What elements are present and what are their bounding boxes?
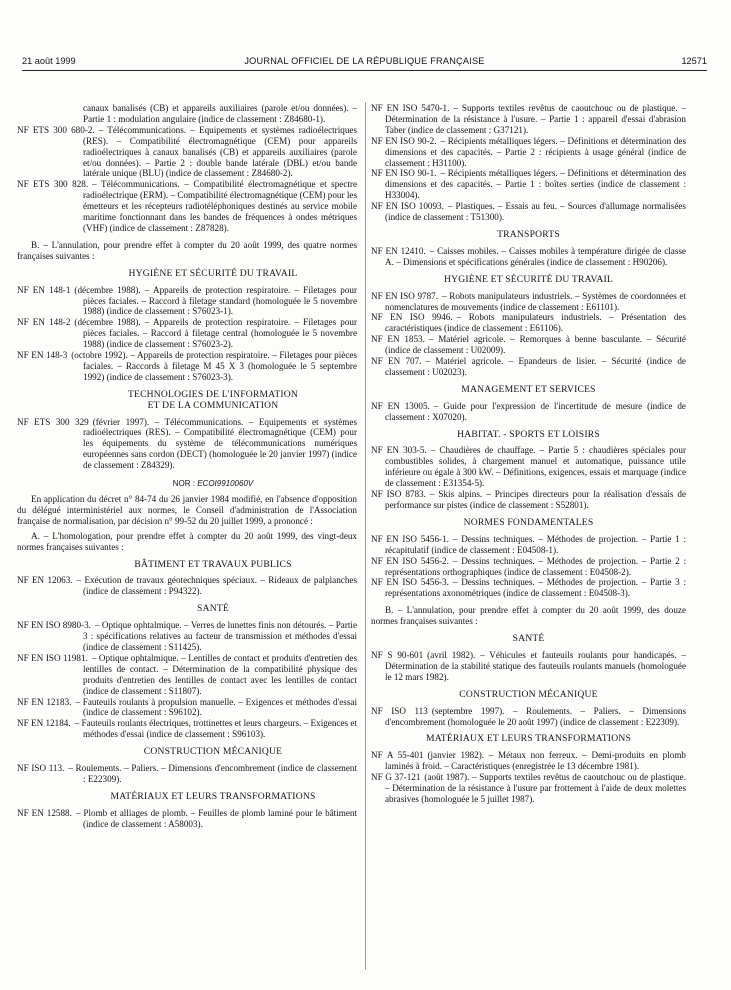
right-top-entries	[371, 103, 686, 223]
standard-entry	[17, 697, 357, 719]
continued-text-body: canaux banalisés (CB) et appareils auxiliaires (parole et/ou données). – Partie 1 : modulation angulaire (indice de classement : Z84680-1).	[83, 103, 357, 124]
standard-description: – Skis alpins. – Principes directeurs pour la réalisation d'essais de performance sur pistes (indice de classement : S52801).	[385, 489, 686, 510]
annulation-paragraph-b-right: B. – L'annulation, pour prendre effet à compter du 20 août 1999, des douze normes françaises suivantes :	[371, 605, 686, 627]
standard-description: – Fauteuils roulants à propulsion manuelle. – Exigences et méthodes d'essai (indice de classement : S96102).	[75, 696, 357, 718]
continued-text	[17, 103, 357, 125]
hygiene-entries	[17, 284, 357, 383]
standard-reference: NF EN ISO 90-2.	[371, 135, 437, 146]
standard-reference: NF ETS 300 680-2.	[17, 124, 95, 135]
normes-entries	[371, 534, 686, 599]
section-heading-technologies	[69, 390, 357, 412]
standard-reference: NF EN 12410.	[371, 245, 426, 256]
standard-entry	[17, 317, 357, 350]
section-heading-materiaux-right: MATÉRIAUX ET LEURS TRANSFORMATIONS	[425, 733, 631, 745]
standard-description: – Télécommunications. – Compatibilité électromagnétique et spectre radioélectrique (ERM). – Compatibilité électromagnétique (CEM) pour les émetteurs et les récepteurs radiotéléphoniques destinés au service mobile maritime fonctionnant dans les bandes de fréquences à ondes métriques (VHF) (indice de classement : Z87828).	[83, 179, 357, 233]
management-entries	[371, 401, 686, 423]
section-heading-construction-mecanique-right: CONSTRUCTION MÉCANIQUE	[459, 688, 598, 700]
standard-reference: NF EN 13005.	[371, 400, 430, 411]
section-heading-batiment: BÂTIMENT ET TRAVAUX PUBLICS	[134, 558, 292, 570]
standard-reference: NF ETS 300 329	[17, 416, 89, 427]
standard-description: (février 1997). – Télécommunications. – Equipements et systèmes radioélectriques (RES). – Compatibilité électromagnétique (CEM) pour les équipements du système de télécommunications numériques européennes sans cordon (DECT) (homologuée le 20 janvier 1997) (indice de classement : Z84329).	[83, 416, 358, 471]
standard-description: – Dessins techniques. – Méthodes de projection. – Partie 1 : récapitulatif (indice de classement : E04508-1).	[385, 533, 686, 555]
standard-entry	[371, 312, 686, 334]
standard-reference: NF EN ISO 11981.	[17, 652, 88, 663]
standard-reference: NF EN ISO 8980-3.	[17, 620, 91, 631]
sante-right-entries	[371, 650, 686, 683]
standard-reference: NF G 37-121	[371, 772, 421, 783]
standard-reference: NF ETS 300 828.	[17, 179, 89, 190]
standard-entry	[371, 706, 686, 728]
standard-description: – Plastiques. – Essais au feu. – Sources d'allumage normalisées (indice de classement : T51300).	[385, 201, 686, 223]
standard-reference: NF EN 12184.	[17, 718, 71, 729]
standard-description: (avril 1982). – Véhicules et fauteuils roulants pour handicapés. – Détermination de la stabilité statique des fauteuils roulants manuels (homologuée le 12 mars 1982).	[385, 649, 686, 682]
standard-entry	[371, 534, 686, 556]
habitat-entries	[371, 445, 686, 510]
standard-entry	[371, 772, 686, 805]
standard-description: – Chaudières de chauffage. – Partie 5 : chaudières spéciales pour combustibles solides, à chargement manuel et automatique, puissance utile inférieure ou égale à 300 kW. – Définitions, exigences, essais et marquage (indice de classement : E31354-5).	[385, 445, 686, 489]
standard-entry	[371, 556, 686, 578]
nor-reference	[69, 479, 357, 490]
standard-description: (décembre 1988). – Appareils de protection respiratoire. – Filetages pour pièces faciales. – Raccord à filetage central (homologuée le 5 novembre 1988) (indice de classement : S76023-2).	[74, 317, 357, 350]
standard-entry	[371, 246, 686, 268]
standard-entry	[371, 650, 686, 683]
homologation-paragraph-a: A. – L'homologation, pour prendre effet à compter du 20 août 1999, des vingt-deux normes françaises suivantes :	[17, 530, 357, 552]
batiment-entries	[17, 575, 357, 597]
standard-reference: NF ISO 8783.	[371, 489, 426, 500]
standard-description: – Fauteuils roulants électriques, trottinettes et leurs chargeurs. – Exigences et méthodes d'essai (indice de classement : S96103).	[74, 718, 357, 740]
standard-entry	[371, 577, 686, 599]
standard-reference: NF EN 148-2	[17, 317, 71, 328]
standard-entry	[371, 356, 686, 378]
standard-reference: NF EN ISO 90-1.	[371, 168, 437, 179]
hygiene-right-entries	[371, 291, 686, 378]
standard-description: – Optique ophtalmique. – Lentilles de contact et produits d'entretien des lentilles de contact. – Détermination de la compatibilité physique des produits d'entretien des lentilles de contact avec les lentilles de contact (indice de classement : S11807).	[83, 652, 357, 696]
standard-entry	[371, 489, 686, 511]
standard-reference: NF EN 707.	[371, 356, 422, 367]
standard-reference: NF EN ISO 5456-2.	[371, 555, 449, 566]
sante-entries	[17, 620, 357, 740]
standard-reference: NF EN ISO 5456-1.	[371, 533, 449, 544]
standard-reference: NF EN 1853.	[371, 334, 425, 345]
standard-description: (décembre 1988). – Appareils de protection respiratoire. – Filetages pour pièces faciales. – Raccord à filetage standard (homologuée le 5 novembre 1988) (indice de classement : S76023-1).	[74, 284, 357, 317]
standard-description: (octobre 1992). – Appareils de protection respiratoire. – Filetages pour pièces faciales. – Raccords à filetage M 45 X 3 (homologuée le 5 septembre 1992) (indice de classement : S76023-3).	[71, 350, 357, 382]
standard-description: (janvier 1982). – Métaux non ferreux. – Demi-produits en plomb laminés à froid. – Caractéristiques (enregistrée le 13 décembre 1981).	[385, 750, 686, 772]
header-journal-title: JOURNAL OFFICIEL DE LA RÉPUBLIQUE FRANÇAISE	[244, 56, 485, 66]
standard-entry	[17, 653, 357, 697]
standard-reference: NF ISO 113	[371, 705, 428, 716]
header-rule	[22, 70, 707, 71]
standard-entry	[371, 445, 686, 489]
standard-reference: NF EN ISO 10093.	[371, 201, 444, 212]
standard-description: – Robots manipulateurs industriels. – Systèmes de coordonnées et nomenclatures de mouvements (indice de classement : E61101).	[385, 290, 686, 312]
mecanique-entries	[17, 763, 357, 785]
standard-entry	[17, 763, 357, 785]
section-heading-management: MANAGEMENT ET SERVICES	[461, 383, 596, 395]
header-date: 21 août 1999	[22, 56, 76, 66]
standard-entry	[371, 201, 686, 223]
standard-description: (août 1987). – Supports textiles revêtus de caoutchouc ou de plastique. – Détermination de la résistance à l'usure par frottement à l'aide de deux molettes abrasives (homologuée le 5 juillet 1987).	[385, 772, 686, 804]
standard-description: – Roulements. – Paliers. – Dimensions d'encombrement (indice de classement : E22309).	[68, 763, 357, 784]
standard-reference: NF EN 12588.	[17, 807, 72, 818]
standard-reference: NF A 55-401	[371, 750, 424, 761]
standard-reference: NF EN ISO 5470-1.	[371, 103, 450, 113]
section-heading-sante: SANTÉ	[197, 603, 229, 615]
standard-description: – Supports textiles revêtus de caoutchouc ou de plastique. – Détermination de la résistance à l'usure. – Partie 1 : appareil d'essai d'abrasion Taber (indice de classement : G37121).	[385, 103, 687, 135]
standard-description: – Optique ophtalmique. – Verres de lunettes finis non détourés. – Partie 3 : spécifications relatives au facteur de transmission et méthodes d'essai (indice de classement : S11425).	[83, 620, 357, 652]
heading-line-1: TECHNOLOGIES DE L'INFORMATION	[127, 388, 299, 400]
standard-description: – Récipients métalliques légers. – Définitions et détermination des dimensions et des capacités. – Partie 1 : boîtes serties (indice de classement : H33004).	[385, 168, 686, 201]
standard-description: (septembre 1997). – Roulements. – Paliers. – Dimensions d'encombrement (homologuée le 20 août 1997) (indice de classement : E22309).	[385, 705, 686, 727]
section-heading-transports: TRANSPORTS	[497, 228, 560, 240]
standard-entry	[371, 103, 686, 136]
standard-entry	[371, 750, 686, 772]
standard-description: – Robots manipulateurs industriels. – Présentation des caractéristiques (indice de classement : E61106).	[385, 312, 686, 334]
standard-reference: NF S 90-601	[371, 649, 424, 660]
standard-description: – Exécution de travaux géotechniques spéciaux. – Rideaux de palplanches (indice de classement : P94322).	[76, 575, 357, 597]
standard-reference: NF EN 148-1	[17, 284, 71, 295]
standard-entry	[17, 417, 357, 472]
standard-entry	[17, 718, 357, 740]
page-header	[22, 56, 707, 70]
standard-reference: NF EN 303-5.	[371, 445, 427, 456]
standard-description: – Matériel agricole. – Remorques à benne basculante. – Sécurité (indice de classement : U02009).	[385, 334, 686, 356]
standard-entry	[17, 575, 357, 597]
standard-entry	[17, 179, 357, 234]
annulation-paragraph-b: B. – L'annulation, pour prendre effet à compter du 20 août 1999, des quatre normes françaises suivantes :	[17, 239, 357, 261]
standard-description: – Récipients métalliques légers. – Définitions et détermination des dimensions et des capacités. – Partie 2 : récipients à usage général (indice de classement : H31100).	[385, 135, 686, 168]
standard-description: – Dessins techniques. – Méthodes de projection. – Partie 3 : représentations axonométriques (indice de classement : E04508-3).	[385, 577, 686, 599]
standard-description: – Dessins techniques. – Méthodes de projection. – Partie 2 : représentations orthographiques (indice de classement : E04508-2).	[385, 555, 686, 577]
transports-entries	[371, 246, 686, 268]
standard-description: – Télécommunications. – Equipements et systèmes radioélectriques (RES). – Compatibilité électromagnétique (CEM) pour appareils radioélectriques à canaux banalisés (CB) et appareils auxiliaires (parole et/ou données). – Partie 2 : double bande latérale (DBL) et/ou bande latérale unique (BLU) (indice de classement : Z84680-2).	[83, 124, 357, 179]
section-heading-materiaux: MATÉRIAUX ET LEURS TRANSFORMATIONS	[110, 790, 316, 802]
mecanique-right-entries	[371, 706, 686, 728]
standard-reference: NF EN ISO 9946.	[371, 312, 453, 323]
standard-description: – Caisses mobiles. – Caisses mobiles à température dirigée de classe A. – Dimensions et spécifications générales (indice de classement : H90206).	[385, 245, 686, 267]
standard-entry	[17, 285, 357, 318]
nor-code: ECOI9910060V	[197, 479, 254, 489]
section-heading-hygiene-right: HYGIÈNE ET SÉCURITÉ DU TRAVAIL	[444, 273, 613, 285]
standard-entry	[17, 808, 357, 830]
left-top-entries	[17, 124, 357, 234]
materiaux-entries	[17, 807, 357, 830]
decree-paragraph: En application du décret n° 84-74 du 26 janvier 1984 modifié, en l'absence d'opposition du délégué interministériel aux normes, le Conseil d'administration de l'Association française de normalisation, par décision n° 99-52 du 20 juillet 1999, a prononcé :	[17, 494, 357, 526]
standard-description: – Guide pour l'expression de l'incertitude de mesure (indice de classement : X07020).	[385, 400, 686, 422]
header-page-number: 12571	[681, 56, 707, 66]
section-heading-normes-fondamentales: NORMES FONDAMENTALES	[463, 516, 594, 528]
standard-description: – Matériel agricole. – Epandeurs de lisier. – Sécurité (indice de classement : U02023).	[385, 356, 686, 377]
standard-reference: NF EN 12063.	[17, 575, 73, 586]
standard-entry	[371, 291, 686, 313]
column-separator	[365, 102, 366, 970]
standard-entry	[371, 168, 686, 201]
standard-reference: NF EN 148-3	[17, 350, 68, 361]
standard-reference: NF EN 12183.	[17, 696, 72, 707]
heading-line-2: ET DE LA COMMUNICATION	[147, 399, 279, 411]
standard-entry	[371, 401, 686, 423]
section-heading-construction-mecanique: CONSTRUCTION MÉCANIQUE	[143, 746, 283, 758]
standard-entry	[371, 334, 686, 356]
standard-entry	[17, 125, 357, 180]
section-heading-sante-right: SANTÉ	[512, 633, 545, 645]
standard-reference: NF EN ISO 9787.	[371, 290, 439, 301]
nor-label: NOR :	[172, 479, 195, 489]
standard-entry	[371, 136, 686, 169]
standard-description: – Plomb et alliages de plomb. – Feuilles de plomb laminé pour le bâtiment (indice de classement : A58003).	[75, 807, 357, 829]
technologies-entries	[17, 416, 358, 472]
standard-entry	[17, 620, 357, 653]
right-column	[371, 103, 686, 805]
standard-entry	[17, 350, 357, 383]
standard-reference: NF ISO 113.	[17, 763, 65, 774]
section-heading-hygiene: HYGIÈNE ET SÉCURITÉ DU TRAVAIL	[128, 267, 298, 279]
materiaux-right-entries	[371, 750, 686, 805]
standard-reference: NF EN ISO 5456-3.	[371, 577, 449, 588]
section-heading-habitat: HABITAT. - SPORTS ET LOISIRS	[457, 428, 600, 440]
left-column	[17, 103, 358, 830]
